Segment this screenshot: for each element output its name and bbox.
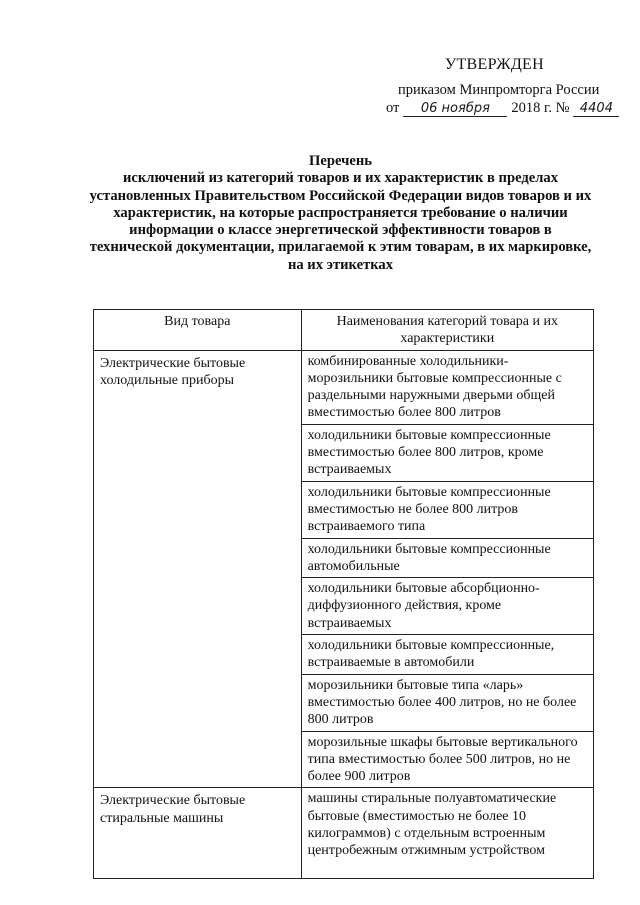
title-heading: Перечень	[309, 153, 372, 169]
order-reference: приказом Минпромторга России	[398, 82, 600, 98]
approval-label: УТВЕРЖДЕН	[444, 56, 544, 73]
category-cell: холодильники бытовые компрессионные вместимостью более 800 литров, кроме встраиваемых	[301, 424, 593, 481]
header-categories: Наименования категорий товара и их характеристики	[301, 310, 593, 351]
exceptions-table	[93, 309, 594, 879]
handwritten-order-number: 4404	[573, 101, 619, 117]
category-cell: холодильники бытовые абсорбционно-диффузионного действия, кроме встраиваемых	[301, 578, 593, 635]
header-product-type: Вид товара	[94, 310, 302, 351]
category-cell: холодильники бытовые компрессионные, встраиваемые в автомобили	[301, 635, 593, 675]
category-cell: холодильники бытовые компрессионные вместимостью не более 800 литров встраиваемого типа	[301, 481, 593, 538]
category-cell: холодильники бытовые компрессионные автомобильные	[301, 538, 593, 578]
title-body: исключений из категорий товаров и их характеристик в пределах установленных Правительством Российской Федерации видов товаров и их характеристик, на которые распространяется требование о наличии информации о классе энергетической эффективности товаров в технической документации, прилагаемой к этим товарам, в их маркировке, на их этикетках	[89, 170, 592, 273]
table-row	[94, 350, 594, 424]
handwritten-date: 06 ноября	[403, 101, 507, 117]
table-header-row	[94, 310, 594, 351]
product-type-refrigeration: Электрические бытовые холодильные приборы	[94, 350, 302, 788]
category-cell: машины стиральные полуавтоматические бытовые (вместимостью не более 10 килограммов) с отдельным встроенным центробежным отжимным устройством	[301, 788, 593, 879]
table-row	[94, 788, 594, 879]
product-type-washing-machines: Электрические бытовые стиральные машины	[94, 788, 302, 879]
order-year: 2018 г. №	[511, 100, 570, 116]
category-cell: морозильники бытовые типа «ларь» вместимостью более 400 литров, но не более 800 литров	[301, 674, 593, 731]
order-date-line	[386, 100, 619, 117]
date-prefix: от	[386, 100, 400, 116]
category-cell: комбинированные холодильники-морозильники бытовые компрессионные с раздельными наружными дверьми общей вместимостью более 800 литров	[301, 350, 593, 424]
document-title	[88, 153, 593, 274]
category-cell: морозильные шкафы бытовые вертикального типа вместимостью более 500 литров, но не более 900 литров	[301, 731, 593, 788]
